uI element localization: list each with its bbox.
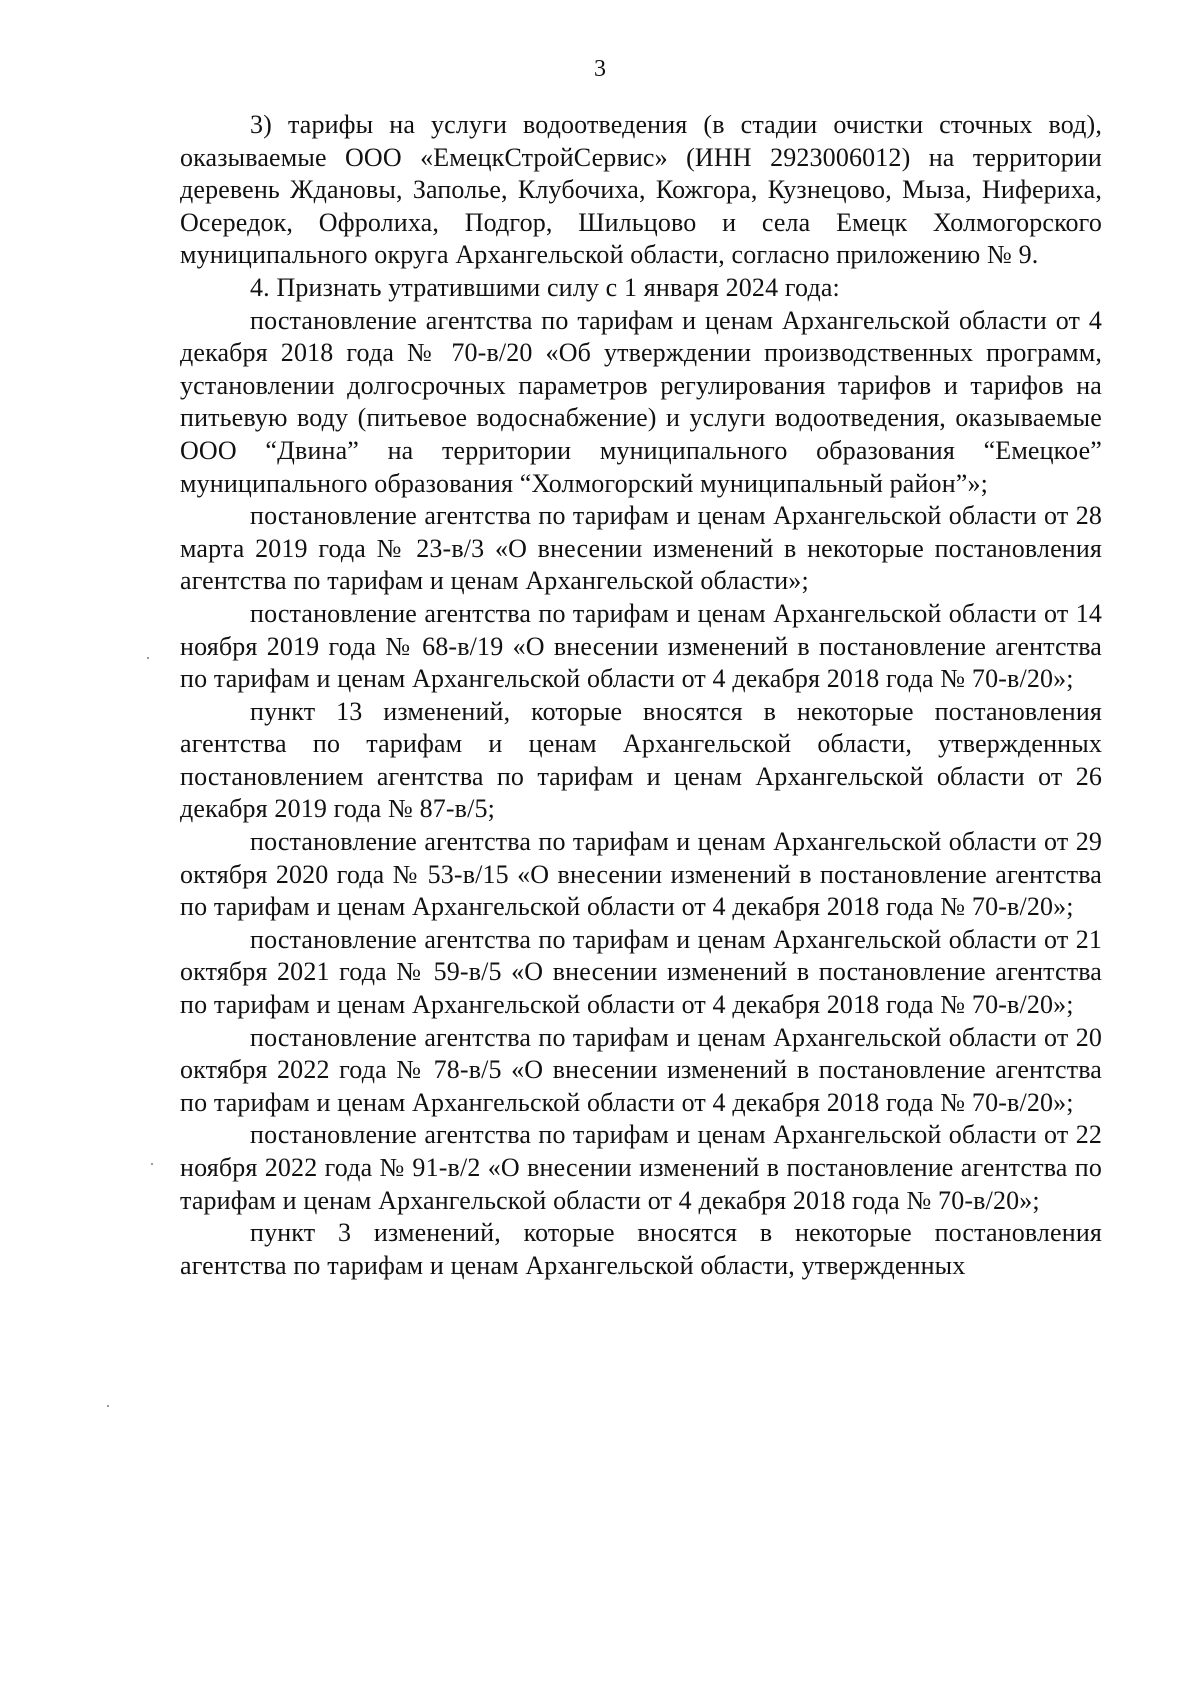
paragraph-resolution-68-v-19: постановление агентства по тарифам и ценам Архангельской области от 14 ноября 2019 года № 68-в/19 «О внесении изменений в постановление агентства по тарифам и ценам Архангельской области от 4 декабря 2018 года № 70-в/20»; [180,598,1102,694]
scan-speck [151,1163,153,1165]
paragraph-clause-4-repeal: 4. Признать утратившими силу с 1 января 2024 года: [250,272,840,302]
paragraph-resolution-91-v-2: постановление агентства по тарифам и ценам Архангельской области от 22 ноября 2022 года № 91-в/2 «О внесении изменений в постановление агентства по тарифам и ценам Архангельской области от 4 декабря 2018 года № 70-в/20»; [180,1120,1102,1215]
page-number: 3 [594,56,606,82]
paragraph-item-3-wastewater-tariffs: 3) тарифы на услуги водоотведения (в стадии очистки сточных вод), оказываемые ООО «ЕмецкСтройСервис» (ИНН 2923006012) на территории деревень Ждановы, Заполье, Клубочиха, Кожгора, Кузнецово, Мыза, Нифериха, Осередок, Офролиха, Подгор, Шильцово и села Емецк Холмогорского муниципального округа Архангельской области, согласно приложению № 9. [180,110,1102,270]
paragraph-item-3-changes: пункт 3 изменений, которые вносятся в некоторые постановления агентства по тарифам и ценам Архангельской области, утвержденных [180,1218,1102,1280]
document-body [180,109,1102,1282]
scan-speck [147,657,149,659]
paragraph-resolution-78-v-5: постановление агентства по тарифам и ценам Архангельской области от 20 октября 2022 года № 78-в/5 «О внесении изменений в постановление агентства по тарифам и ценам Архангельской области от 4 декабря 2018 года № 70-в/20»; [180,1022,1102,1117]
paragraph-resolution-70-v-20: постановление агентства по тарифам и ценам Архангельской области от 4 декабря 2018 года № 70-в/20 «Об утверждении производственных программ, установлении долгосрочных параметров регулирования тарифов и тарифов на питьевую воду (питьевое водоснабжение) и услуги водоотведения, оказываемые ООО “Двина” на территории муниципального образования “Емецкое” муниципального образования “Холмогорский муниципальный район”»; [180,305,1102,498]
paragraph-item-13-resolution-87-v-5: пункт 13 изменений, которые вносятся в некоторые постановления агентства по тарифам и ценам Архангельской области, утвержденных постановлением агентства по тарифам и ценам Архангельской области от 26 декабря 2019 года № 87-в/5; [180,696,1102,824]
paragraph-resolution-59-v-5: постановление агентства по тарифам и ценам Архангельской области от 21 октября 2021 года № 59-в/5 «О внесении изменений в постановление агентства по тарифам и ценам Архангельской области от 4 декабря 2018 года № 70-в/20»; [180,924,1102,1020]
paragraph-resolution-23-v-3: постановление агентства по тарифам и ценам Архангельской области от 28 марта 2019 года № 23-в/3 «О внесении изменений в некоторые постановления агентства по тарифам и ценам Архангельской области»; [180,501,1102,596]
scan-speck [107,1405,109,1407]
paragraph-resolution-53-v-15: постановление агентства по тарифам и ценам Архангельской области от 29 октября 2020 года № 53-в/15 «О внесении изменений в постановление агентства по тарифам и ценам Архангельской области от 4 декабря 2018 года № 70-в/20»; [180,827,1102,922]
